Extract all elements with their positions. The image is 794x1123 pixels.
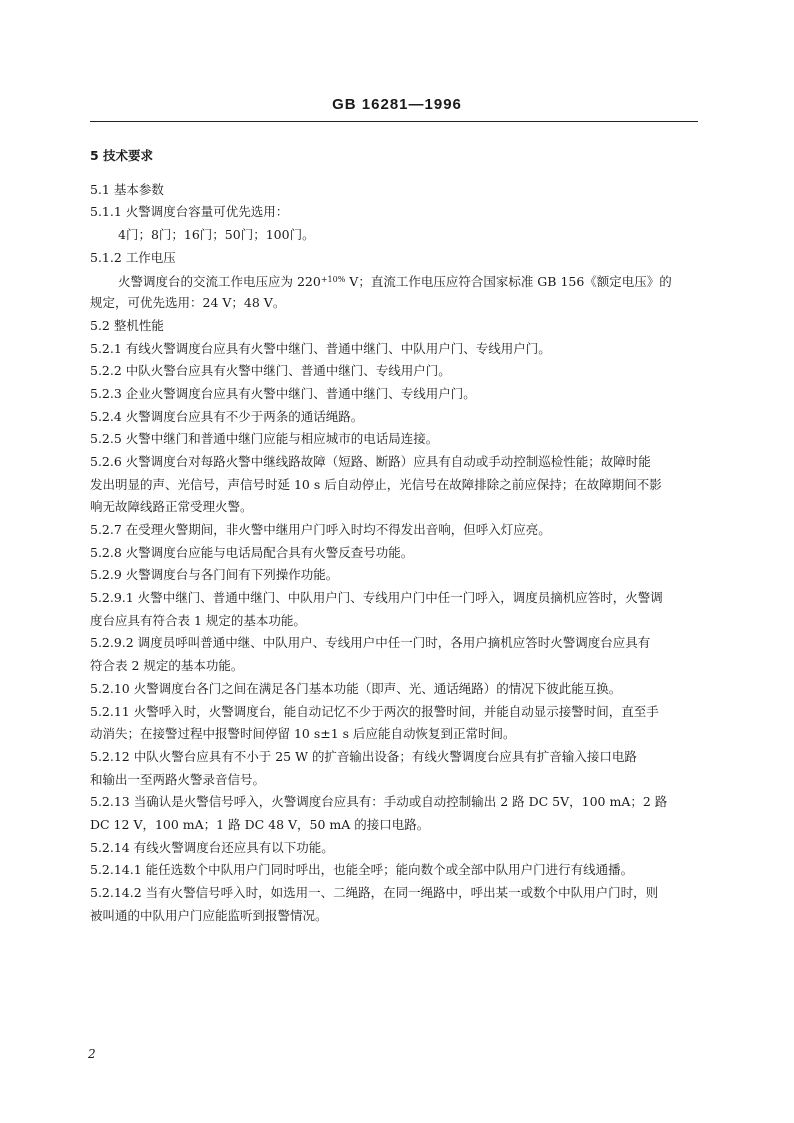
clause-5-1: 5.1 基本参数 xyxy=(90,181,164,197)
clause-5-2-9-2-line2: 符合表 2 规定的基本功能。 xyxy=(90,658,244,674)
clause-5-1-2-text-line2: 规定，可优先选用：24 V；48 V。 xyxy=(90,295,286,311)
voltage-text-a: 火警调度台的交流工作电压应为 220 xyxy=(118,274,321,290)
section-title: 5 技术要求 xyxy=(90,148,154,163)
clause-5-1-2: 5.1.2 工作电压 xyxy=(90,249,176,265)
document-body xyxy=(90,145,702,927)
clause-5-2-9-2-line1: 5.2.9.2 调度员呼叫普通中继、中队用户、专线用户中任一门时，各用户摘机应答时火警调度台应具有 xyxy=(90,635,651,651)
clause-5-2-12-line2: 和输出一至两路火警录音信号。 xyxy=(90,771,266,787)
clause-5-2-9-1-line2: 度台应具有符合表 1 规定的基本功能。 xyxy=(90,612,306,628)
clause-5-1-1: 5.1.1 火警调度台容量可优先选用： xyxy=(90,204,289,220)
clause-5-2-13-line2: DC 12 V，100 mA；1 路 DC 48 V，50 mA 的接口电路。 xyxy=(90,816,430,832)
clause-5-2-3: 5.2.3 企业火警调度台应具有火警中继门、普通中继门、专线用户门。 xyxy=(90,385,476,401)
clause-5-2-13-line1: 5.2.13 当确认是火警信号呼入，火警调度台应具有：手动或自动控制输出 2 路 DC 5V，100 mA；2 路 xyxy=(90,794,668,810)
clause-5-2-12-line1: 5.2.12 中队火警台应具有不小于 25 W 的扩音输出设备；有线火警调度台应具有扩音输入接口电路 xyxy=(90,748,637,764)
clause-5-2-14: 5.2.14 有线火警调度台还应具有以下功能。 xyxy=(90,839,334,855)
clause-5-1-1-text: 4门；8门；16门；50门；100门。 xyxy=(118,227,315,243)
clause-5-2: 5.2 整机性能 xyxy=(90,317,164,333)
clause-5-2-4: 5.2.4 火警调度台应具有不少于两条的通话绳路。 xyxy=(90,408,364,424)
clause-5-1-2-text-line1 xyxy=(90,269,702,292)
voltage-text-b: V；直流工作电压应符合国家标准 GB 156《额定电压》的 xyxy=(345,274,672,290)
voltage-tolerance: +10% xyxy=(320,275,346,285)
clause-5-2-2: 5.2.2 中队火警台应具有火警中继门、普通中继门、专线用户门。 xyxy=(90,363,451,379)
clause-5-2-14-1: 5.2.14.1 能任选数个中队用户门同时呼出，也能全呼；能向数个或全部中队用户门进行有线通播。 xyxy=(90,862,634,878)
clause-5-2-9-1-line1: 5.2.9.1 火警中继门、普通中继门、中队用户门、专线用户门中任一门呼入，调度员摘机应答时，火警调 xyxy=(90,590,663,606)
clause-5-2-14-2-line2: 被叫通的中队用户门应能监听到报警情况。 xyxy=(90,907,328,923)
header-rule xyxy=(90,121,698,122)
clause-5-2-5: 5.2.5 火警中继门和普通中继门应能与相应城市的电话局连接。 xyxy=(90,431,439,447)
clause-5-2-14-2-line1: 5.2.14.2 当有火警信号呼入时，如选用一、二绳路，在同一绳路中，呼出某一或数个中队用户门时，则 xyxy=(90,885,659,900)
clause-5-2-11-line1: 5.2.11 火警呼入时，火警调度台，能自动记忆不少于两次的报警时间，并能自动显示接警时间，直至手 xyxy=(90,703,659,719)
clause-5-2-11-line2: 动消失；在接警过程中报警时间停留 10 s±1 s 后应能自动恢复到正常时间。 xyxy=(90,726,516,742)
clause-5-2-6-line2: 发出明显的声、光信号，声信号时延 10 s 后自动停止，光信号在故障排除之前应保持；在故障期间不影 xyxy=(90,476,662,492)
clause-5-2-6-line3: 响无故障线路正常受理火警。 xyxy=(90,499,253,515)
clause-5-2-6-line1: 5.2.6 火警调度台对每路火警中继线路故障（短路、断路）应具有自动或手动控制巡检性能；故障时能 xyxy=(90,453,651,469)
page-number: 2 xyxy=(88,1047,96,1061)
clause-5-2-7: 5.2.7 在受理火警期间，非火警中继用户门呼入时均不得发出音响，但呼入灯应亮。 xyxy=(90,522,551,537)
clause-5-2-8: 5.2.8 火警调度台应能与电话局配合具有火警反查号功能。 xyxy=(90,544,414,560)
clause-5-2-10: 5.2.10 火警调度台各门之间在满足各门基本功能（即声、光、通话绳路）的情况下彼此能互换。 xyxy=(90,680,622,696)
clause-5-2-1: 5.2.1 有线火警调度台应具有火警中继门、普通中继门、中队用户门、专线用户门。 xyxy=(90,340,551,356)
clause-5-2-9: 5.2.9 火警调度台与各门间有下列操作功能。 xyxy=(90,567,339,583)
standard-number-header: GB 16281—1996 xyxy=(332,96,462,113)
